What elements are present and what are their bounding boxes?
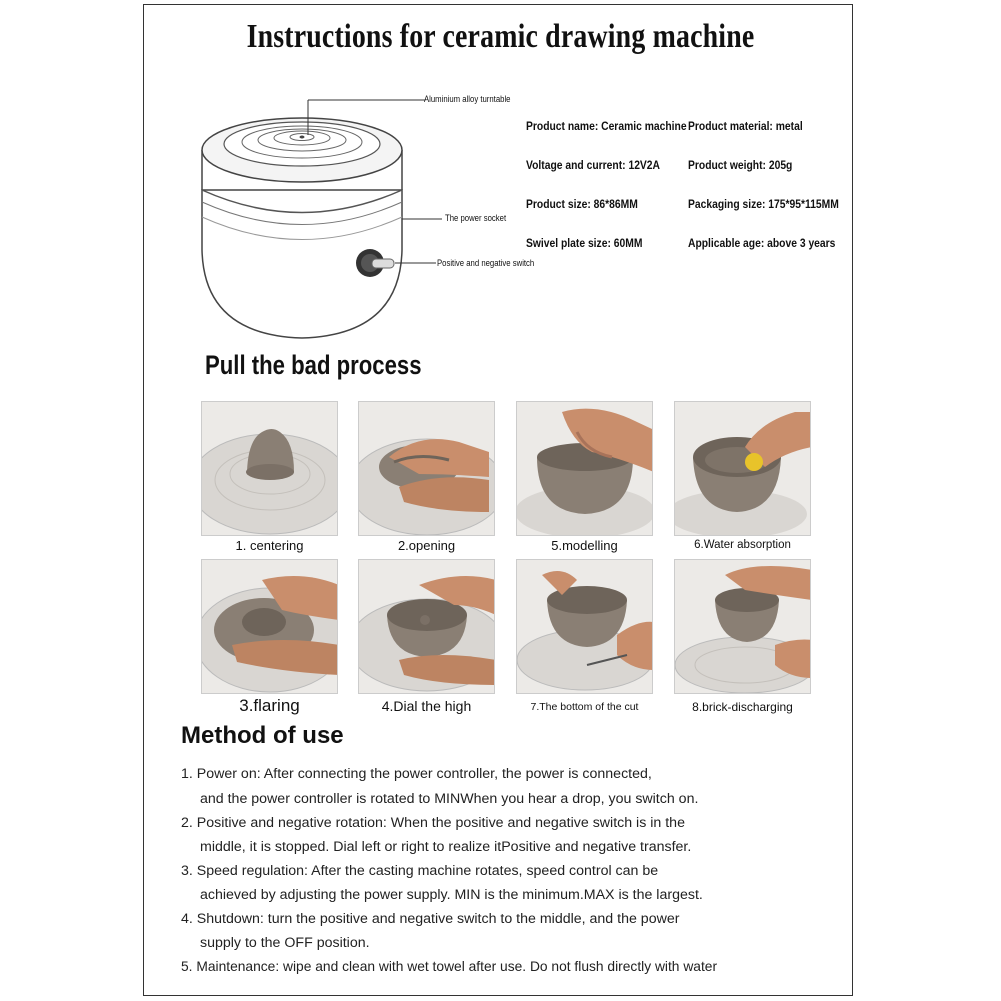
photo-centering — [201, 401, 338, 536]
step-caption-8: 8.brick-discharging — [692, 700, 793, 714]
step-caption-2: 2.opening — [397, 538, 456, 553]
step-caption-5: 5.modelling — [551, 538, 618, 553]
spec-packaging: Packaging size: 175*95*115MM — [688, 197, 839, 211]
page-title: Instructions for ceramic drawing machine — [246, 18, 755, 55]
spec-size: Product size: 86*86MM — [526, 197, 638, 211]
method-line-3: 2. Positive and negative rotation: When the positive and negative switch is in the — [181, 815, 685, 831]
spec-product-name: Product name: Ceramic machine — [526, 119, 687, 133]
spec-age: Applicable age: above 3 years — [688, 236, 836, 250]
method-line-2: and the power controller is rotated to MINWhen you hear a drop, you switch on. — [200, 791, 699, 807]
photo-bottom-cut — [516, 559, 653, 694]
spec-weight: Product weight: 205g — [688, 158, 793, 172]
spec-material: Product material: metal — [688, 119, 803, 133]
photo-modelling — [516, 401, 653, 536]
photo-opening — [358, 401, 495, 536]
spec-plate-size: Swivel plate size: 60MM — [526, 236, 643, 250]
method-line-7: 4. Shutdown: turn the positive and negative switch to the middle, and the power — [181, 911, 680, 927]
label-switch: Positive and negative switch — [437, 258, 535, 268]
photo-water-absorption — [674, 401, 811, 536]
method-line-8: supply to the OFF position. — [200, 935, 370, 951]
method-line-1: 1. Power on: After connecting the power controller, the power is connected, — [181, 766, 652, 782]
photo-flaring — [201, 559, 338, 694]
step-caption-1: 1. centering — [235, 538, 304, 553]
method-heading: Method of use — [181, 722, 344, 749]
process-heading: Pull the bad process — [205, 350, 422, 380]
spec-voltage: Voltage and current: 12V2A — [526, 158, 661, 172]
step-caption-7: 7.The bottom of the cut — [530, 701, 639, 713]
step-caption-6: 6.Water absorption — [694, 539, 791, 551]
step-caption-3: 3.flaring — [239, 696, 300, 715]
label-turntable: Aluminium alloy turntable — [424, 94, 511, 104]
step-caption-4: 4.Dial the high — [381, 698, 472, 714]
method-line-9: 5. Maintenance: wipe and clean with wet towel after use. Do not flush directly with water — [181, 959, 718, 974]
photo-dial-high — [358, 559, 495, 694]
label-power-socket: The power socket — [445, 213, 507, 223]
method-line-6: achieved by adjusting the power supply. MIN is the minimum.MAX is the largest. — [200, 887, 703, 903]
photo-brick-discharging — [674, 559, 811, 694]
method-line-5: 3. Speed regulation: After the casting machine rotates, speed control can be — [181, 863, 659, 879]
method-line-4: middle, it is stopped. Dial left or right to realize itPositive and negative transfer. — [200, 839, 692, 855]
